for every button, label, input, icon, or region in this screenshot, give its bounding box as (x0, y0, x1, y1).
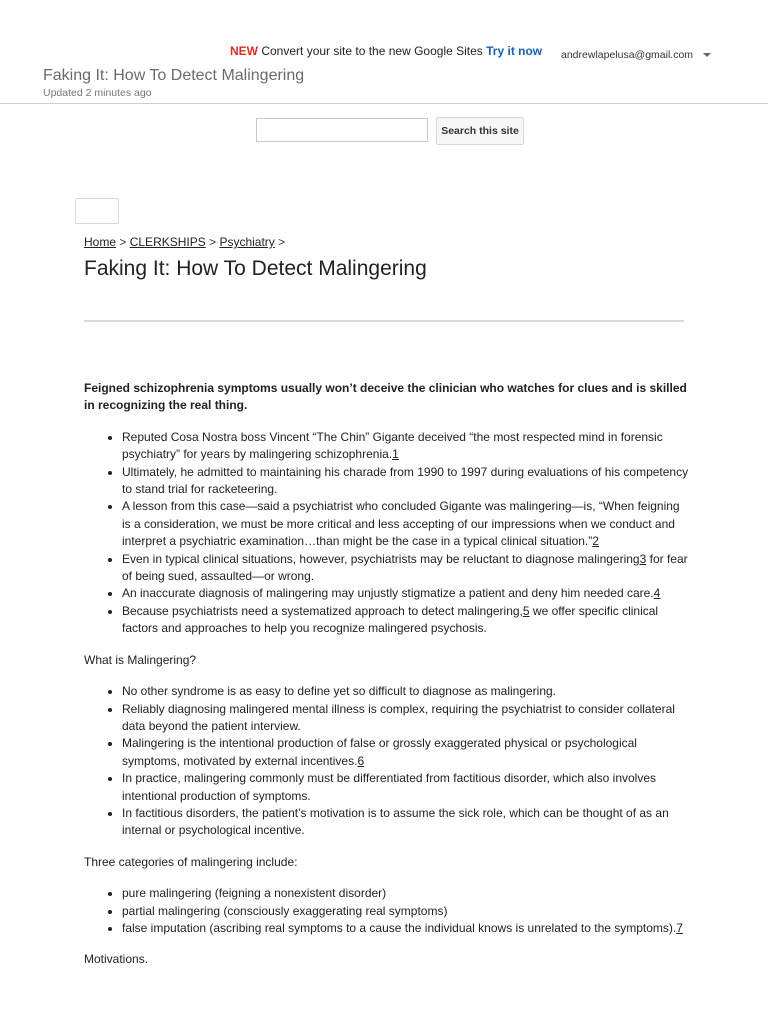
search-button[interactable]: Search this site (436, 117, 524, 145)
empty-widget-box[interactable] (75, 198, 119, 224)
page-title: Faking It: How To Detect Malingering (84, 257, 427, 280)
list-item-text: for fear of being sued, assaulted—or wrong. (122, 551, 688, 584)
section-heading: What is Malingering? (84, 652, 197, 667)
definition-list (84, 683, 690, 840)
list-item-text: Ultimately, he admitted to maintaining his charade from 1990 to 1997 during evaluations of his competency to stand trial for racketeering. (122, 464, 689, 497)
footnote-link[interactable]: 6 (357, 753, 365, 768)
section-heading: Motivations. (84, 952, 149, 967)
breadcrumb-separator: > (209, 235, 217, 249)
list-item-text: pure malingering (feigning a nonexistent disorder) (122, 886, 387, 901)
list-item (122, 735, 690, 770)
chevron-down-icon[interactable] (703, 53, 711, 57)
updated-timestamp: Updated 2 minutes ago (43, 87, 152, 99)
footnote-link[interactable]: 1 (392, 447, 399, 462)
list-item (122, 770, 690, 805)
section-heading: Three categories of malingering include: (84, 854, 298, 869)
article-body (84, 380, 690, 983)
promo-new-badge: NEW (230, 44, 258, 58)
footnote-link[interactable]: 3 (639, 551, 647, 566)
list-item-text: Because psychiatrists need a systematized approach to detect malingering, (122, 603, 523, 618)
list-item (122, 585, 690, 602)
account-email: andrewlapelusa@gmail.com (561, 49, 694, 61)
list-item (122, 429, 690, 464)
list-item (122, 464, 690, 499)
promo-text: Convert your site to the new Google Sites (261, 44, 483, 58)
list-item-text: we offer specific clinical factors and approaches to help you recognize malingered psychosis. (122, 603, 659, 636)
list-item-text: partial malingering (consciously exaggerating real symptoms) (122, 903, 448, 918)
list-item (122, 920, 690, 937)
breadcrumb (84, 235, 285, 249)
promo-banner (230, 44, 542, 58)
list-item-text: A lesson from this case—said a psychiatrist who concluded Gigante was malingering—is, “When feigning is a consideration, we must be more critical and less accepting of our impressions when we conduct and interpret a psychiatric examination…than might be the case in a typical clinical situation.” (122, 499, 680, 549)
list-item-text: In factitious disorders, the patient’s motivation is to assume the sick role, which can be thought of as an internal or psychological incentive. (122, 805, 669, 838)
list-item (122, 903, 690, 920)
account-menu[interactable] (561, 49, 711, 61)
breadcrumb-clerkships-link[interactable]: CLERKSHIPS (129, 235, 206, 249)
list-item (122, 805, 690, 840)
footnote-link[interactable]: 5 (522, 603, 530, 618)
article-lead: Feigned schizophrenia symptoms usually won’t deceive the clinician who watches for clues and is skilled in recognizing the real thing. (84, 381, 687, 413)
list-item (122, 551, 690, 586)
list-item (122, 885, 690, 902)
title-divider (84, 320, 684, 322)
list-item-text: An inaccurate diagnosis of malingering may unjustly stigmatize a patient and deny him needed care. (122, 586, 654, 601)
breadcrumb-separator: > (278, 235, 286, 249)
list-item-text: No other syndrome is as easy to define yet so difficult to diagnose as malingering. (122, 684, 557, 699)
footnote-link[interactable]: 4 (653, 586, 661, 601)
site-title[interactable]: Faking It: How To Detect Malingering (43, 67, 305, 84)
footnote-link[interactable]: 7 (676, 920, 683, 935)
list-item-text: Reputed Cosa Nostra boss Vincent “The Chin” Gigante deceived “the most respected mind in forensic psychiatry” for years by malingering schizophrenia. (122, 429, 663, 462)
breadcrumb-separator: > (119, 235, 127, 249)
footnote-link[interactable]: 2 (592, 534, 599, 549)
list-item (122, 701, 690, 736)
search-input[interactable] (256, 118, 428, 142)
list-item (122, 603, 690, 638)
list-item-text: false imputation (ascribing real symptoms to a cause the individual knows is unrelated to the symptoms). (122, 920, 677, 935)
list-item (122, 683, 690, 700)
top-header (0, 0, 768, 104)
list-item-text: Reliably diagnosing malingered mental illness is complex, requiring the psychiatrist to consider collateral data beyond the patient interview. (122, 701, 675, 733)
list-item-text: In practice, malingering commonly must be differentiated from factitious disorder, which also involves intentional production of symptoms. (122, 771, 657, 803)
list-item (122, 498, 690, 550)
categories-list (84, 885, 690, 937)
breadcrumb-psychiatry-link[interactable]: Psychiatry (219, 235, 275, 249)
list-item-text: Even in typical clinical situations, however, psychiatrists may be reluctant to diagnose malingering (122, 551, 640, 566)
try-it-now-link[interactable]: Try it now (486, 44, 543, 58)
key-points-list (84, 429, 690, 638)
list-item-text: Malingering is the intentional production of false or grossly exaggerated physical or psychological symptoms, motivated by external incentives. (122, 736, 637, 768)
breadcrumb-home-link[interactable]: Home (84, 235, 117, 249)
